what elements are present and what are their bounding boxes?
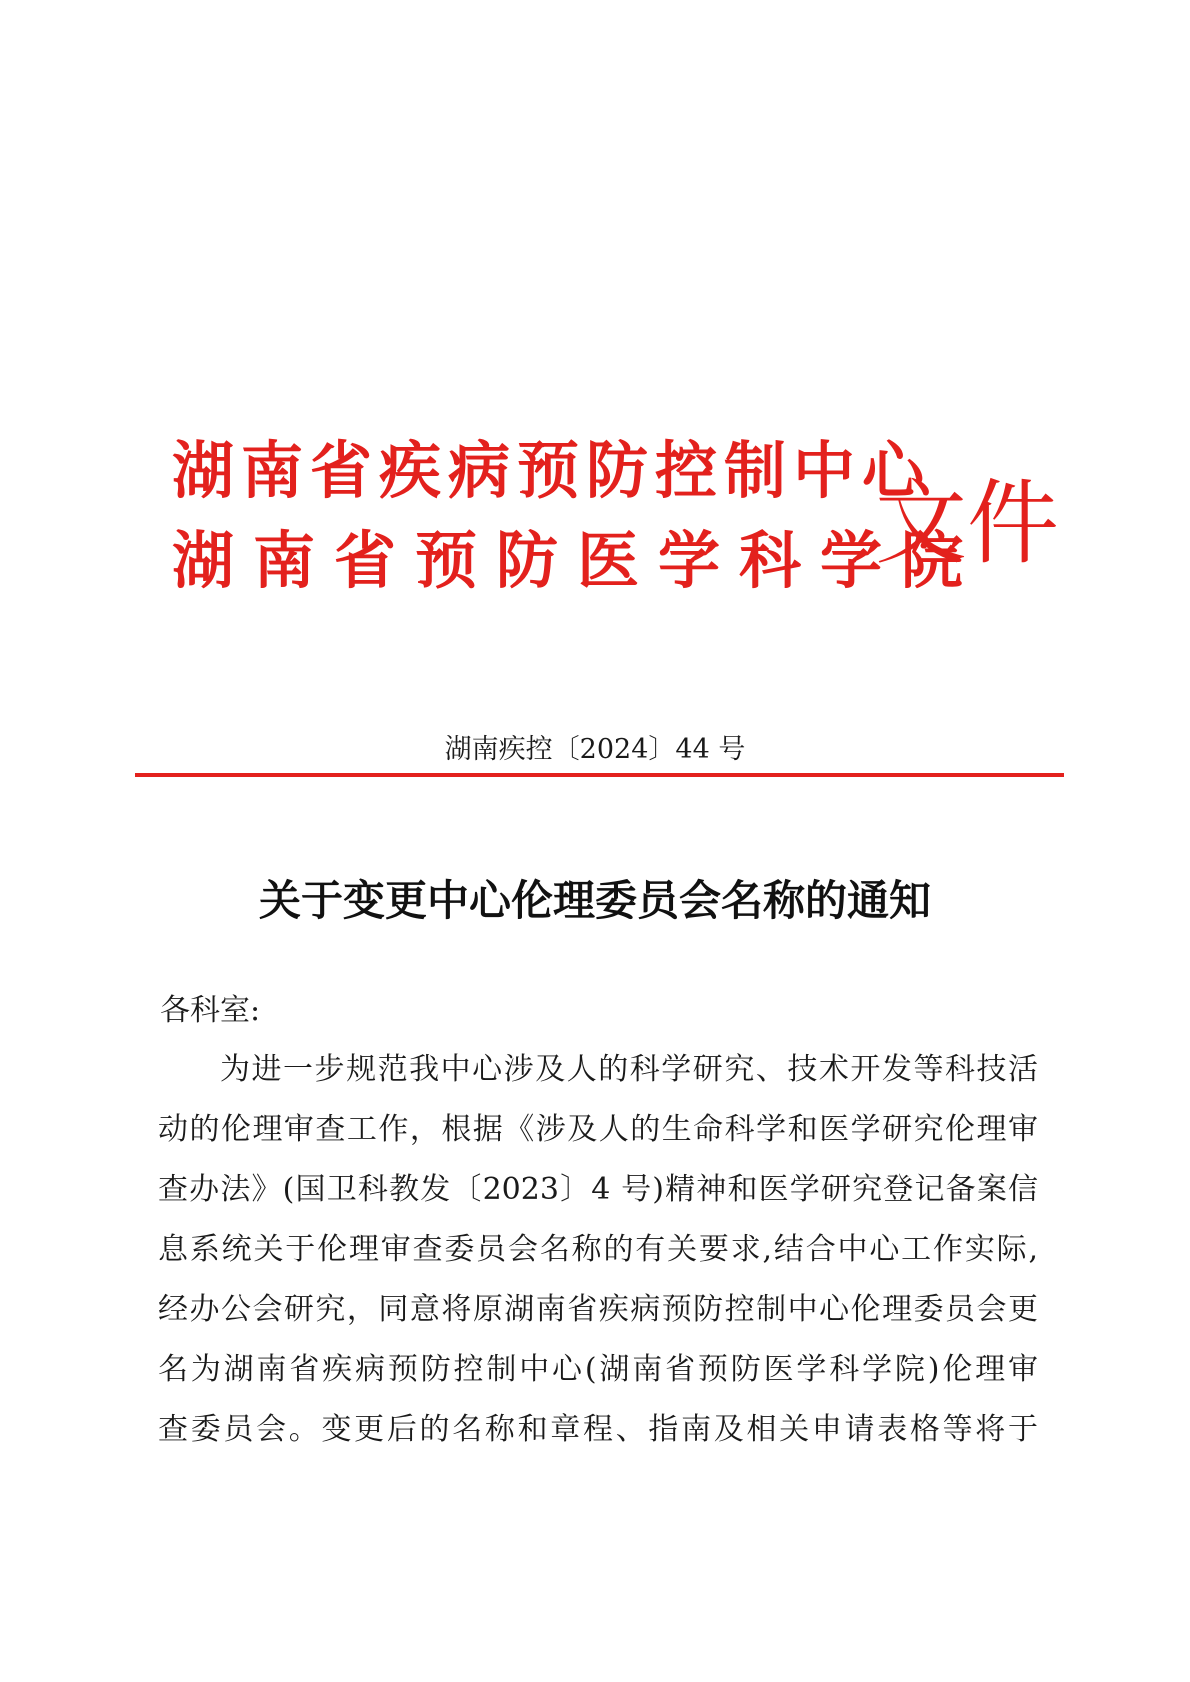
document-letterhead [150,420,1060,620]
body-line: 经办公会研究，同意将原湖南省疾病预防控制中心伦理委员会更 [158,1292,1038,1327]
issuing-org-name-2: 湖南省预防医学科学院 [172,524,983,597]
red-divider-line [135,773,1064,777]
body-line: 息系统关于伦理审查委员会名称的有关要求,结合中心工作实际, [158,1232,1038,1267]
issuing-org-name-1: 湖南省疾病预防控制中心 [172,434,932,507]
document-type-label: 文件 [875,470,1060,577]
body-line: 查办法》(国卫科教发〔2023〕4 号)精神和医学研究登记备案信 [158,1172,1038,1207]
body-line: 查委员会。变更后的名称和章程、指南及相关申请表格等将于 [158,1412,1038,1447]
document-number: 湖南疾控〔2024〕44 号 [444,734,746,765]
body-line: 名为湖南省疾病预防控制中心(湖南省预防医学科学院)伦理审 [158,1352,1038,1387]
salutation: 各科室: [160,993,261,1028]
document-title: 关于变更中心伦理委员会名称的通知 [258,876,931,925]
body-text [158,1040,1038,1460]
body-line: 为进一步规范我中心涉及人的科学研究、技术开发等科技活 [220,1052,1038,1087]
body-line: 动的伦理审查工作，根据《涉及人的生命科学和医学研究伦理审 [158,1112,1038,1147]
